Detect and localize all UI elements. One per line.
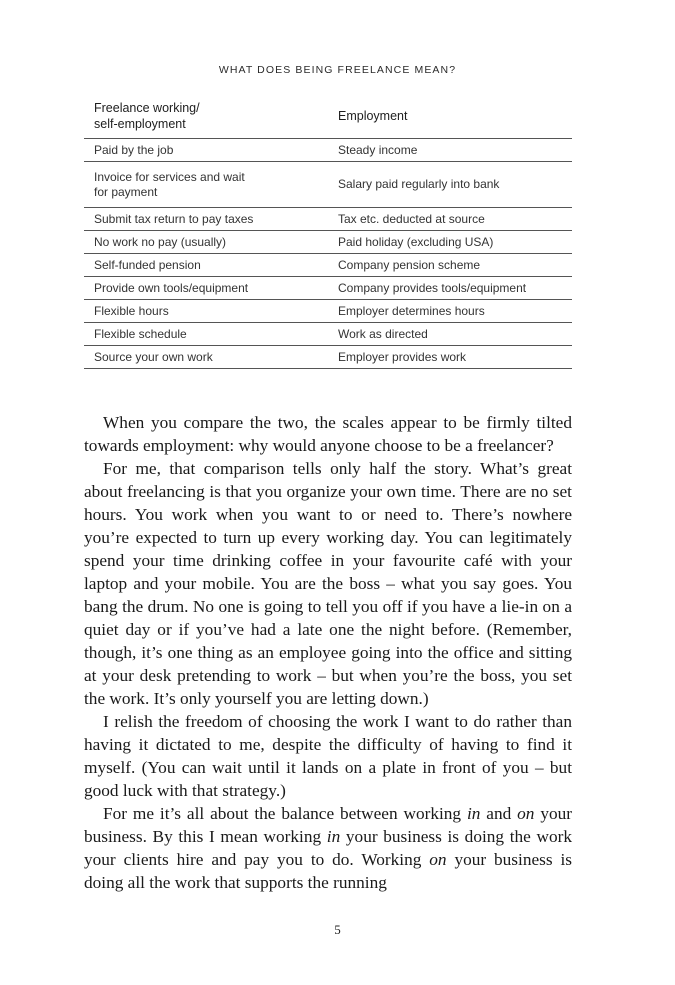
- table-cell: Employer provides work: [328, 346, 572, 369]
- column-header-employment: [328, 98, 572, 139]
- table-row: [84, 277, 572, 300]
- table-cell: Steady income: [328, 139, 572, 162]
- comparison-table: [84, 98, 572, 369]
- table-cell: Provide own tools/equipment: [84, 277, 328, 300]
- table-cell: Tax etc. deducted at source: [328, 208, 572, 231]
- body-paragraph: I relish the freedom of choosing the work I want to do rather than having it dictated to me, despite the difficulty of having to find it myself. (You can wait until it lands on a plate in front of you – but good luck with that strategy.): [84, 712, 572, 800]
- text-run: your business is doing the work your clients hire and pay you to do. Working: [84, 827, 572, 869]
- table-cell: Submit tax return to pay taxes: [84, 208, 328, 231]
- text-run: your business is doing all the work that supports the running: [84, 850, 573, 892]
- table-row: [84, 162, 572, 208]
- emphasis-on: on: [517, 804, 535, 823]
- running-head: WHAT DOES BEING FREELANCE MEAN?: [218, 64, 457, 76]
- table-row: [84, 323, 572, 346]
- table-cell: Source your own work: [84, 346, 328, 369]
- body-paragraph: [84, 802, 572, 894]
- table-cell: Work as directed: [328, 323, 572, 346]
- emphasis-on: on: [429, 850, 447, 869]
- table-row: [84, 208, 572, 231]
- emphasis-in: in: [326, 827, 341, 846]
- table-cell: Paid by the job: [84, 139, 328, 162]
- column-header-freelance: [84, 98, 328, 139]
- table-cell: Flexible hours: [84, 300, 328, 323]
- table-cell: Invoice for services and wait for payment: [84, 162, 328, 208]
- page-number: 5: [334, 922, 341, 937]
- column-header-label: Employment: [338, 109, 408, 123]
- body-text: [84, 411, 572, 894]
- table-cell: Company pension scheme: [328, 254, 572, 277]
- table-cell: Salary paid regularly into bank: [328, 162, 572, 208]
- table-row: [84, 300, 572, 323]
- table-cell: No work no pay (usually): [84, 231, 328, 254]
- table-row: [84, 139, 572, 162]
- emphasis-in: in: [466, 804, 481, 823]
- table-cell: Company provides tools/equipment: [328, 277, 572, 300]
- table-cell: Self-funded pension: [84, 254, 328, 277]
- table-row: [84, 254, 572, 277]
- table-row: [84, 346, 572, 369]
- body-paragraph: When you compare the two, the scales appear to be firmly tilted towards employment: why would anyone choose to be a freelancer?: [84, 413, 572, 455]
- text-run: and: [480, 804, 518, 823]
- body-paragraph: For me, that comparison tells only half the story. What’s great about freelancing is that you organize your own time. There are no set hours. You work when you want to or need to. There’s nowhere you’re expected to turn up every working day. You can legitimately spend your time drinking coffee in your favourite café with your laptop and your mobile. You are the boss – what you say goes. You bang the drum. No one is going to tell you off if you have a lie-in on a quiet day or if you’ve had a late one the night before. (Remember, though, it’s one thing as an employee going into the office and sitting at your desk pretending to work – but when you’re the boss, you set the work. It’s only yourself you are letting down.): [84, 459, 572, 708]
- table-cell: Paid holiday (excluding USA): [328, 231, 572, 254]
- text-run: For me it’s all about the balance between working: [103, 804, 467, 823]
- table-cell: Employer determines hours: [328, 300, 572, 323]
- column-header-label: Freelance working/ self-employment: [94, 101, 200, 131]
- table-row: [84, 231, 572, 254]
- text-run: your business. By this I mean working: [84, 804, 573, 846]
- table-header-row: [84, 98, 572, 139]
- table-cell: Flexible schedule: [84, 323, 328, 346]
